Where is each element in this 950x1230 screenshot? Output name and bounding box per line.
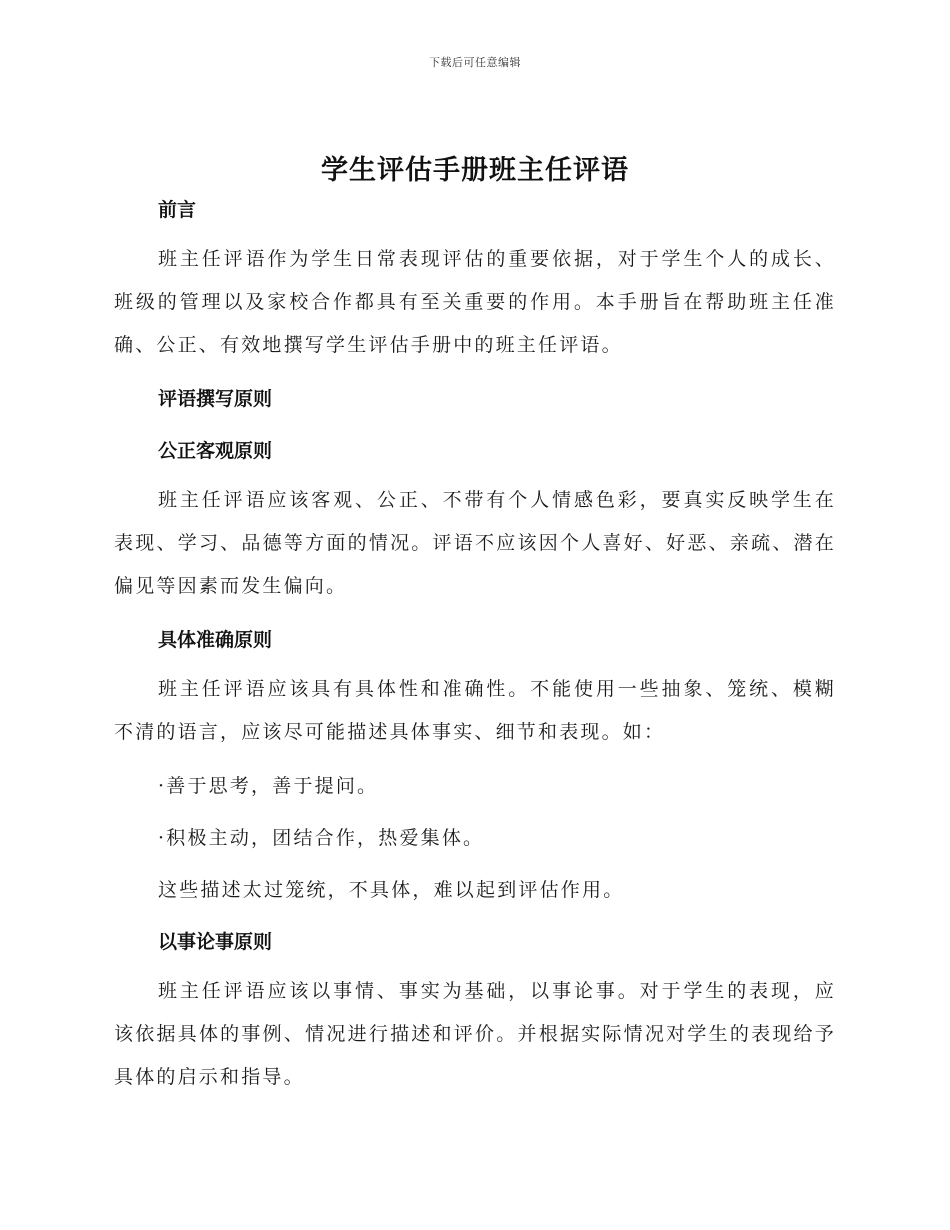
list-item: ·善于思考，善于提问。	[158, 775, 379, 797]
section-heading-specific: 具体准确原则	[158, 629, 273, 651]
document-title: 学生评估手册班主任评语	[321, 155, 629, 186]
section-heading-fair: 公正客观原则	[158, 440, 273, 462]
document-body	[114, 196, 836, 1099]
section-heading-facts: 以事论事原则	[158, 931, 273, 953]
list-item: ·积极主动，团结合作，热爱集体。	[158, 827, 485, 849]
paragraph-preface: 班主任评语作为学生日常表现评估的重要依据，对于学生个人的成长、班级的管理以及家校合作都具有至关重要的作用。本手册旨在帮助班主任准确、公正、有效地撰写学生评估手册中的班主任评语。	[114, 248, 836, 356]
paragraph-specific: 班主任评语应该具有具体性和准确性。不能使用一些抽象、笼统、模糊不清的语言，应该尽可能描述具体事实、细节和表现。如：	[114, 678, 836, 743]
page-header-note: 下载后可任意编辑	[429, 56, 521, 69]
section-heading-principles: 评语撰写原则	[158, 388, 273, 410]
paragraph-fair: 班主任评语应该客观、公正、不带有个人情感色彩，要真实反映学生在表现、学习、品德等方面的情况。评语不应该因个人喜好、好恶、亲疏、潜在偏见等因素而发生偏向。	[114, 489, 836, 597]
paragraph-specific-note: 这些描述太过笼统，不具体，难以起到评估作用。	[158, 879, 625, 901]
section-heading-preface: 前言	[158, 199, 197, 221]
paragraph-facts: 班主任评语应该以事情、事实为基础，以事论事。对于学生的表现，应该依据具体的事例、情况进行描述和评价。并根据实际情况对学生的表现给予具体的启示和指导。	[114, 980, 836, 1088]
